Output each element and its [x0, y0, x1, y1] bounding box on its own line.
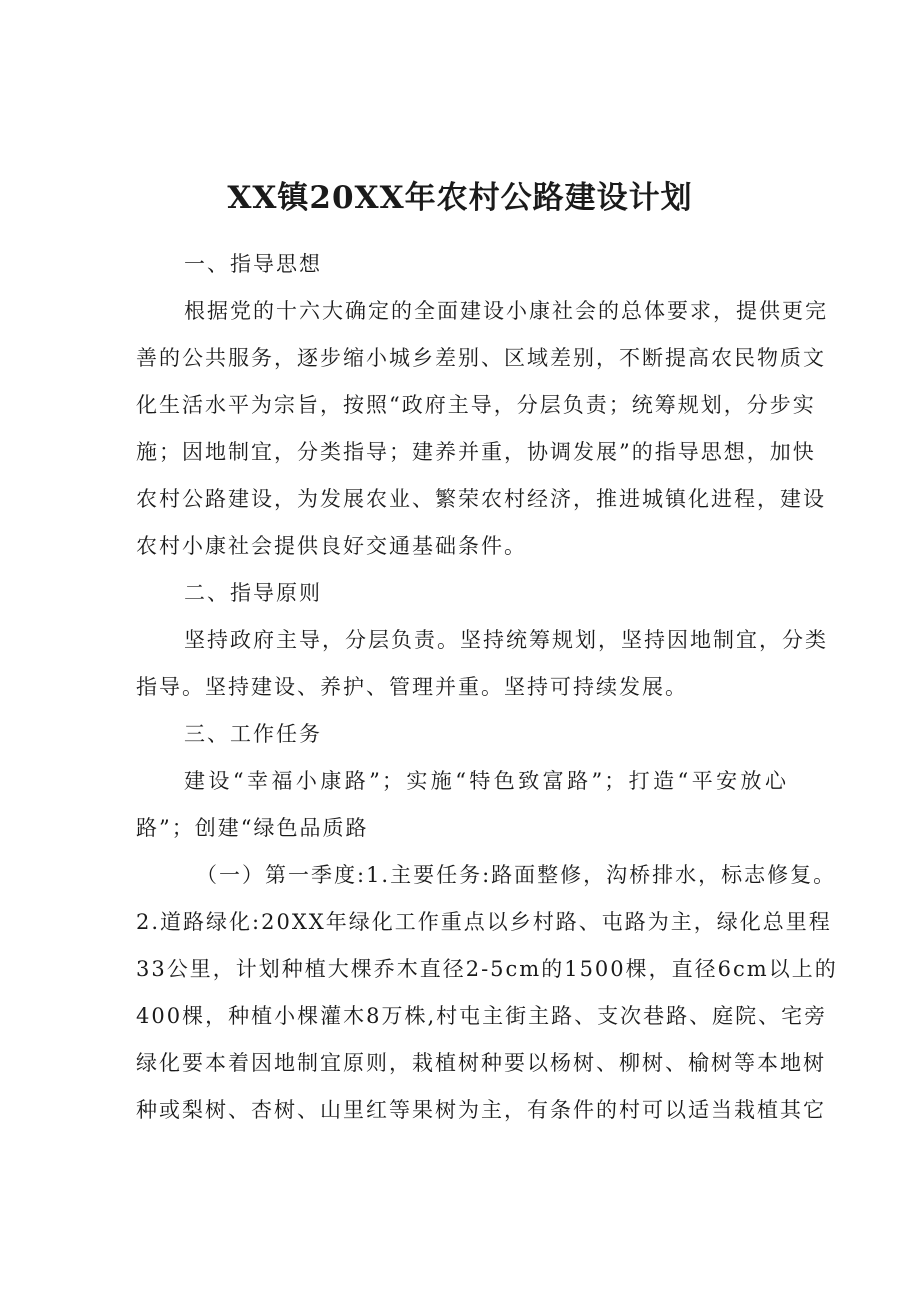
paragraph-line: 建设“幸福小康路”；实施“特色致富路”；打造“平安放心 — [184, 769, 788, 793]
paragraph-line: 根据党的十六大确定的全面建设小康社会的总体要求，提供更完 — [184, 299, 828, 323]
paragraph-line: 400棵，种植小棵灌木8万株,村屯主街主路、支次巷路、庭院、宅旁 — [136, 1004, 828, 1028]
paragraph-line: 路”；创建“绿色品质路 — [136, 816, 369, 840]
paragraph-line: 施；因地制宜，分类指导；建养并重，协调发展”的指导思想，加快 — [136, 440, 816, 464]
paragraph-line: 2.道路绿化:20XX年绿化工作重点以乡村路、屯路为主，绿化总里程 — [136, 910, 832, 934]
paragraph-line: 指导。坚持建设、养护、管理并重。坚持可持续发展。 — [136, 675, 688, 699]
paragraph-line: 化生活水平为宗旨，按照“政府主导，分层负责；统筹规划，分步实 — [136, 393, 816, 417]
paragraph-line: 农村公路建设，为发展农业、繁荣农村经济，推进城镇化进程，建设 — [136, 487, 826, 511]
paragraph-line: 33公里，计划种植大棵乔木直径2-5cm的1500棵，直径6cm以上的 — [136, 957, 838, 981]
paragraph-line: 种或梨树、杏树、山里红等果树为主，有条件的村可以适当栽植其它 — [136, 1098, 826, 1122]
section-heading-guiding-principles: 二、指导原则 — [184, 581, 322, 605]
paragraph-line: 善的公共服务，逐步缩小城乡差别、区域差别，不断提高农民物质文 — [136, 346, 826, 370]
section-heading-guiding-ideology: 一、指导思想 — [184, 252, 322, 276]
paragraph-line: 农村小康社会提供良好交通基础条件。 — [136, 534, 527, 558]
paragraph-line: （一）第一季度:1.主要任务:路面整修，沟桥排水，标志修复。 — [196, 863, 837, 887]
document-title: XX镇20XX年农村公路建设计划 — [227, 180, 693, 216]
paragraph-line: 绿化要本着因地制宜原则，栽植树种要以杨树、柳树、榆树等本地树 — [136, 1051, 826, 1075]
section-heading-work-tasks: 三、工作任务 — [184, 722, 322, 746]
paragraph-line: 坚持政府主导，分层负责。坚持统筹规划，坚持因地制宜，分类 — [184, 628, 828, 652]
